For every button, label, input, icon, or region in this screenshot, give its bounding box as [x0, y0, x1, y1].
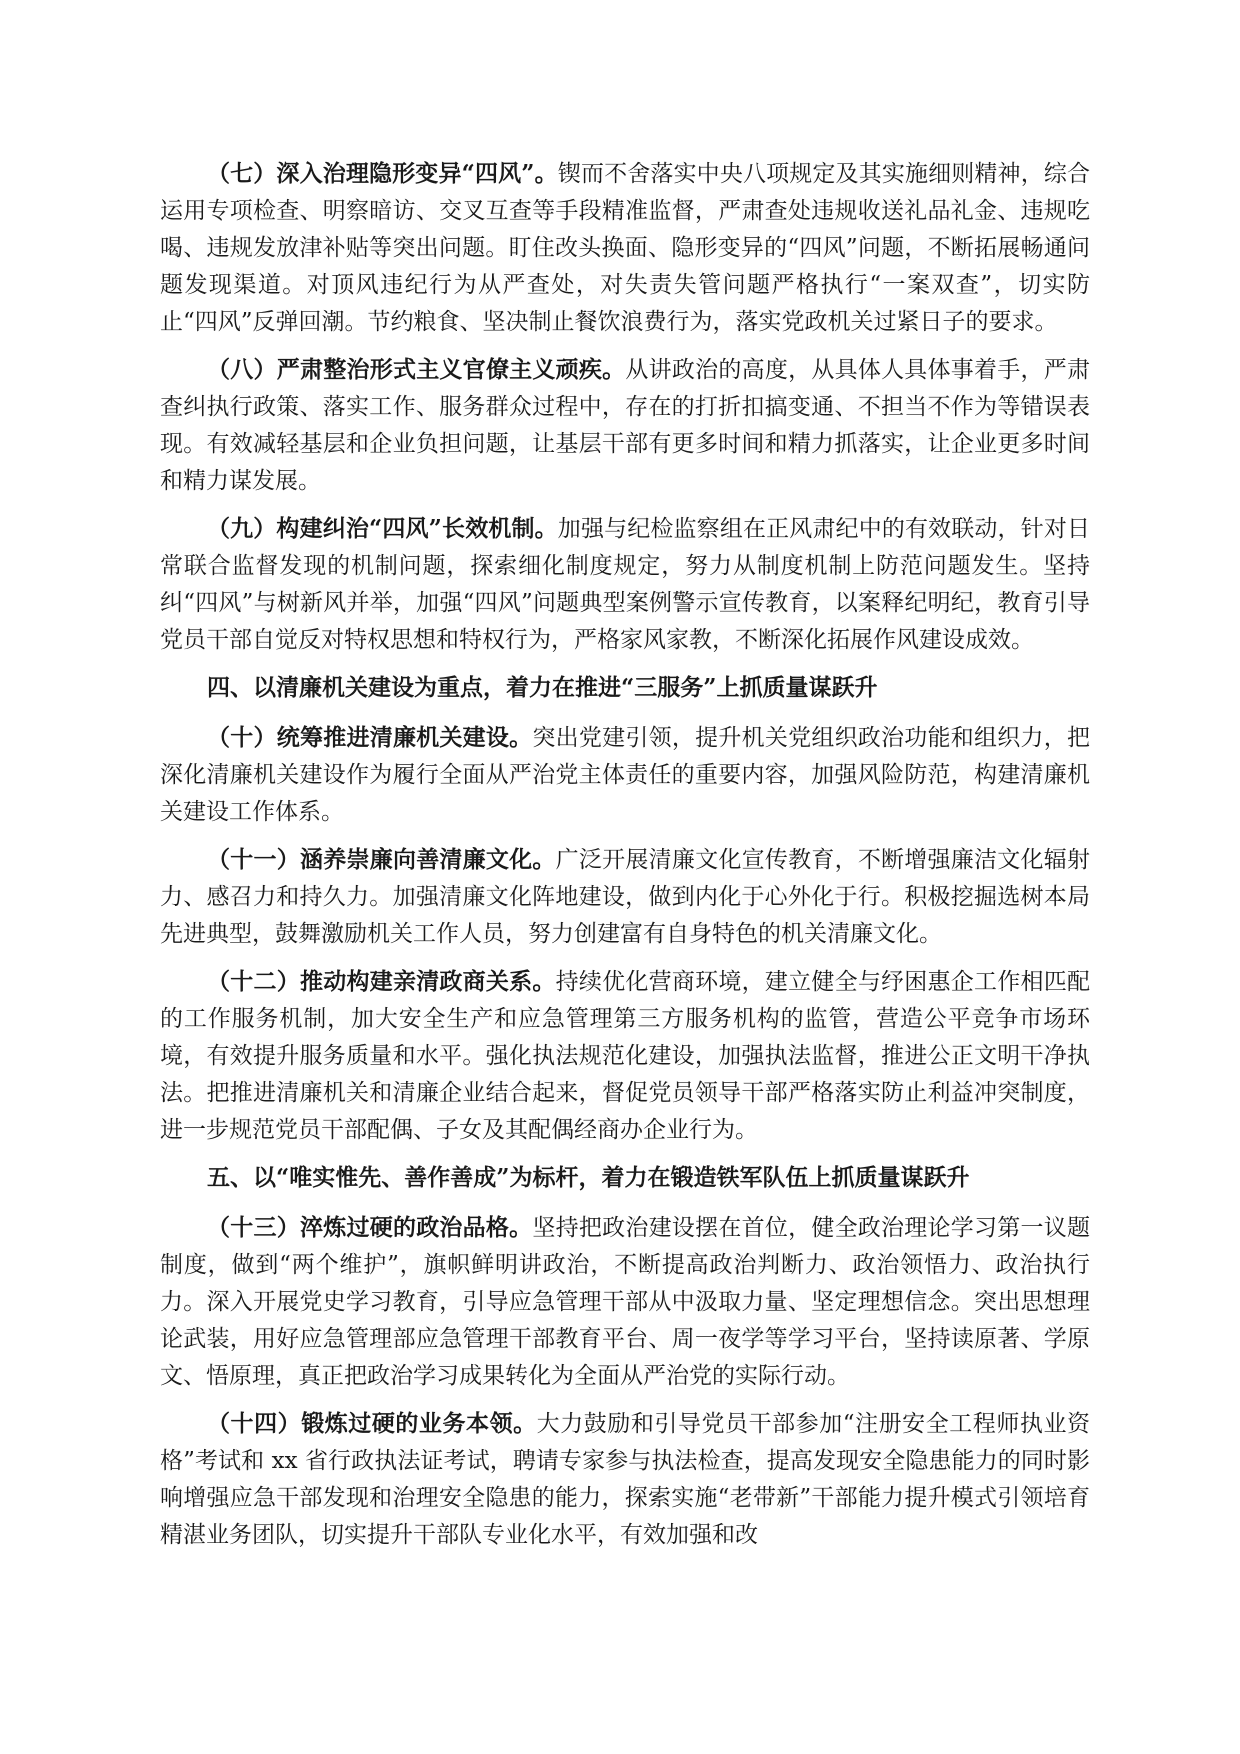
paragraph-seven — [160, 155, 1090, 341]
paragraph-lead: （九）构建纠治“四风”长效机制。 — [207, 515, 558, 542]
paragraph-lead: （十一）涵养崇廉向善清廉文化。 — [207, 846, 556, 873]
paragraph-lead: （十四）锻炼过硬的业务本领。 — [207, 1410, 537, 1437]
paragraph-eight — [160, 351, 1090, 500]
paragraph-eleven — [160, 841, 1090, 953]
paragraph-fourteen — [160, 1405, 1090, 1554]
paragraph-body: 大力鼓励和引导党员干部参加“注册安全工程师执业资格”考试和 xx 省行政执法证考试，聘请专家参与执法检查，提高发现安全隐患能力的同时影响增强应急干部发现和治理安全隐患的能力，探索实施“老带新”干部能力提升模式引领培育精湛业务团队，切实提升干部队专业化水平，有效加强和改 — [160, 1411, 1090, 1548]
paragraph-body: 锲而不舍落实中央八项规定及其实施细则精神，综合运用专项检查、明察暗访、交叉互查等手段精准监督，严肃查处违规收送礼品礼金、违规吃喝、违规发放津补贴等突出问题。盯住改头换面、隐形变异的“四风”问题，不断拓展畅通问题发现渠道。对顶风违纪行为从严查处，对失责失管问题严格执行“一案双查”，切实防止“四风”反弹回潮。节约粮食、坚决制止餐饮浪费行为，落实党政机关过紧日子的要求。 — [160, 161, 1090, 335]
paragraph-body: 持续优化营商环境，建立健全与纾困惠企工作相匹配的工作服务机制，加大安全生产和应急管理第三方服务机构的监管，营造公平竞争市场环境，有效提升服务质量和水平。强化执法规范化建设，加强执法监督，推进公正文明干净执法。把推进清廉机关和清廉企业结合起来，督促党员领导干部严格落实防止利益冲突制度，进一步规范党员干部配偶、子女及其配偶经商办企业行为。 — [160, 969, 1091, 1143]
section-heading-five: 五、以“唯实惟先、善作善成”为标杆，着力在锻造铁军队伍上抓质量谋跃升 — [207, 1164, 970, 1191]
paragraph-lead: （十三）淬炼过硬的政治品格。 — [207, 1214, 533, 1241]
paragraph-lead: （十二）推动构建亲清政商关系。 — [207, 968, 556, 995]
paragraph-ten — [160, 719, 1090, 831]
paragraph-body: 突出党建引领，提升机关党组织政治功能和组织力，把深化清廉机关建设作为履行全面从严治党主体责任的重要内容，加强风险防范，构建清廉机关建设工作体系。 — [160, 725, 1091, 825]
section-heading-four: 四、以清廉机关建设为重点，着力在推进“三服务”上抓质量谋跃升 — [207, 674, 878, 701]
paragraph-body: 从讲政治的高度，从具体人具体事着手，严肃查纠执行政策、落实工作、服务群众过程中，存在的打折扣搞变通、不担当不作为等错误表现。有效减轻基层和企业负担问题，让基层干部有更多时间和精力抓落实，让企业更多时间和精力谋发展。 — [160, 357, 1091, 494]
paragraph-body: 广泛开展清廉文化宣传教育，不断增强廉洁文化辐射力、感召力和持久力。加强清廉文化阵地建设，做到内化于心外化于行。积极挖掘选树本局先进典型，鼓舞激励机关工作人员，努力创建富有自身特色的机关清廉文化。 — [160, 847, 1091, 947]
paragraph-lead: （十）统筹推进清廉机关建设。 — [207, 724, 533, 751]
paragraph-twelve — [160, 963, 1090, 1149]
paragraph-thirteen — [160, 1209, 1090, 1395]
paragraph-lead: （七）深入治理隐形变异“四风”。 — [207, 160, 558, 187]
paragraph-body: 加强与纪检监察组在正风肃纪中的有效联动，针对日常联合监督发现的机制问题，探索细化制度规定，努力从制度机制上防范问题发生。坚持纠“四风”与树新风并举，加强“四风”问题典型案例警示宣传教育，以案释纪明纪，教育引导党员干部自觉反对特权思想和特权行为，严格家风家教，不断深化拓展作风建设成效。 — [160, 516, 1090, 653]
document-page — [160, 155, 1090, 1564]
paragraph-lead: （八）严肃整治形式主义官僚主义顽疾。 — [207, 356, 626, 383]
paragraph-nine — [160, 510, 1090, 659]
paragraph-body: 坚持把政治建设摆在首位，健全政治理论学习第一议题制度，做到“两个维护”，旗帜鲜明讲政治，不断提高政治判断力、政治领悟力、政治执行力。深入开展党史学习教育，引导应急管理干部从中汲取力量、坚定理想信念。突出思想理论武装，用好应急管理部应急管理干部教育平台、周一夜学等学习平台，坚持读原著、学原文、悟原理，真正把政治学习成果转化为全面从严治党的实际行动。 — [160, 1215, 1091, 1389]
